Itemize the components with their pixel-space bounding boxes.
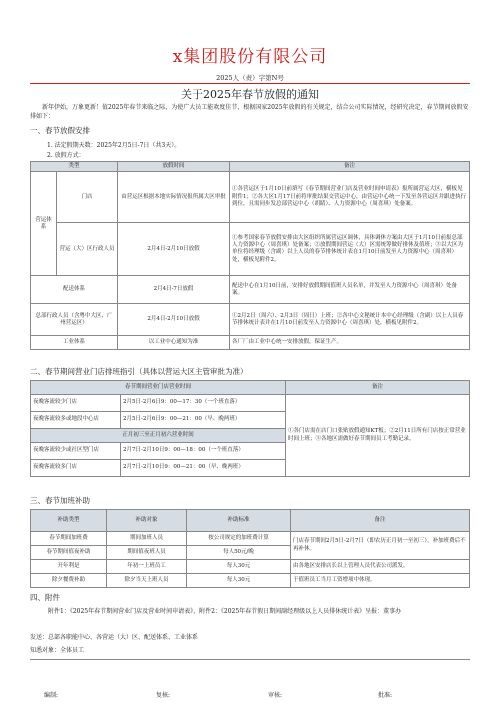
store-schedule-table (30, 380, 470, 477)
sign-reviewed: 复核: (156, 692, 171, 699)
footer-divider (30, 659, 470, 660)
distribution-line: 发送：总部各职能中心、各营运（大）区、配送体系、工业体系 (30, 634, 199, 641)
sign-prepared: 编制: (44, 692, 59, 699)
notice-title: 关于2025年春节放假的通知 (181, 88, 319, 101)
col-subsidy-type: 补助类型 (31, 510, 107, 532)
header-divider (30, 83, 470, 84)
intro-paragraph: 新年伊始，万象更新！值2025年春节来临之际，为使广大员工能欢度佳节，根据国家2025年放假的有关规定，结合公司实际情况，经研究决定，春节期间放假安排如下： (30, 104, 469, 120)
holiday-days-item: 1. 法定假期天数：2025年2月5日-7日（共3天）。 (47, 142, 181, 149)
holiday-method-item: 2. 放假方式： (47, 152, 85, 159)
schedule-note: ①各门店需在店门口张贴放假通知KT板；②2月11日所有门店按正常营业时间上班；③各地区需做好春节期间员工考勤记录。 (286, 395, 470, 477)
table-row: 夜晚客流较少门店 2月5日-2月6日9：00—17：30（一个班直落） ①各门店需在店门口张贴放假通知KT板；②2月11日所有门店按正常营业时间上班；③各地区需做好春节期间员工考勤记录。 (31, 395, 470, 412)
table-row: 营运（大）区行政人员 2月4日-2月10日放假 ①参考国家春节放假安排由大区组织所属营运区调休，具体调休方案由大区于1月10日前报总部人力资源中心（周喜琪）处备案；②放假期间营运（大）区需统筹做好排休及值班；③以大区为单位将经理级（含副）以上人员的春节排休统计表在1月10日前发至人力资源中心（周喜琪）处，横板见附件2。 (31, 223, 470, 276)
section-4-heading: 四、附件 (30, 593, 60, 602)
table-row: 配送体系 2月4日-7日放假 配送中心在1月10日前，安排好放假期间值班人员名单，并发至人力资源中心（周喜琪）处备案。 (31, 276, 470, 304)
attachment-line: 附件1：《2025年春节期间营业门店及营业时间申请表》、附件2：《2025年春节假日期间副经理级以上人员排休统计表》呈报：董事办 (48, 608, 402, 615)
document-number: 2025人（责）字第N号 (216, 74, 284, 82)
col-subsidy-note: 备注 (291, 510, 470, 532)
col-type: 类型 (31, 162, 118, 172)
table-row: 总部行政人员（含粤中大区、广州营运区） 2月4日-2月10日放假 ①2月2日（周六）、2月3日（周日）上班；②各中心文秘统计本中心经理级（含副）以上人员春节排休统计表并在1月10日前发至人力资源中心（周喜琪）处，横板见附件2。 (31, 304, 470, 336)
table-row: 开年利是 年初一上班员工 每人30元 由各地区安排店长以上管理人员代表公司派发。 (31, 560, 470, 574)
section-1-heading: 一、春节放假安排 (30, 126, 90, 135)
sign-approved: 批准: (378, 692, 393, 699)
col-subsidy-standard: 补助标准 (187, 510, 291, 532)
col-subsidy-target: 补助对象 (107, 510, 187, 532)
table-row: 除夕餐费补助 除夕当天上班人员 每人30元 于值班员工当月工资增项中体现。 (31, 574, 470, 588)
schedule-note-header: 备注 (286, 381, 470, 395)
table-row: 春节期间加班费 期间加班人员 按公司规定的加班费计算 门店春节期间2月5日-2月7日（即农历正月初一至初三），补加班费后不再补休。 (31, 532, 470, 546)
section-2-heading: 二、春节期间营业门店排班指引（具体以营运大区主管审批为准） (30, 367, 248, 376)
table-row: 春节期间值夜补助 期间值夜班人员 每人50元/晚 (31, 546, 470, 560)
table-row: 夜晚客流较少或社区型门店 2月7日-2月10日9：00—18：00（一个班直落） (31, 443, 470, 460)
col-time: 放假时间 (118, 162, 230, 172)
group-label: 营运体系 (31, 172, 57, 276)
holiday-arrangement-table (30, 161, 470, 350)
table-row: 夜晚客流较多门店 2月7日-2月10日9：00—21：00（早、晚两班） (31, 460, 470, 477)
table-row: 营运体系 门店 由营运区根据本地实际情况报所属大区审批 ①各营运区于1月10日前填写《春节期间营业门店及营业时间申请表》报所属营运大区，横板见附件1；②各大区1月17日前将审批结果交营运中心，由营运中心统一下发至各营运区并跟进执行到位，且需同步发总部营运中心（胡睛）、人力资源中心（周喜琪）处备案。 (31, 172, 470, 223)
sign-audited: 审核: (268, 692, 283, 699)
company-name: x集团股份有限公司 (172, 47, 328, 67)
col-note: 备注 (230, 162, 470, 172)
table-row: 工业体系 以工业中心通知为准 各厂厂由工业中心统一安排放假，保证生产。 (31, 336, 470, 350)
hours-header: 春节期间营业门店营业时间 (31, 381, 286, 395)
overtime-subsidy-table (30, 509, 470, 588)
notify-line: 知悉对象：全体员工 (30, 647, 85, 654)
subheader-days-3-6: 正月初三至正月初六营业时间 (31, 429, 286, 443)
section-3-heading: 三、春节加班补助 (30, 496, 90, 505)
table-row: 夜晚客流较多或地段中心店 2月5日-2月6日9：00—21：00（早、晚两班） (31, 412, 470, 429)
